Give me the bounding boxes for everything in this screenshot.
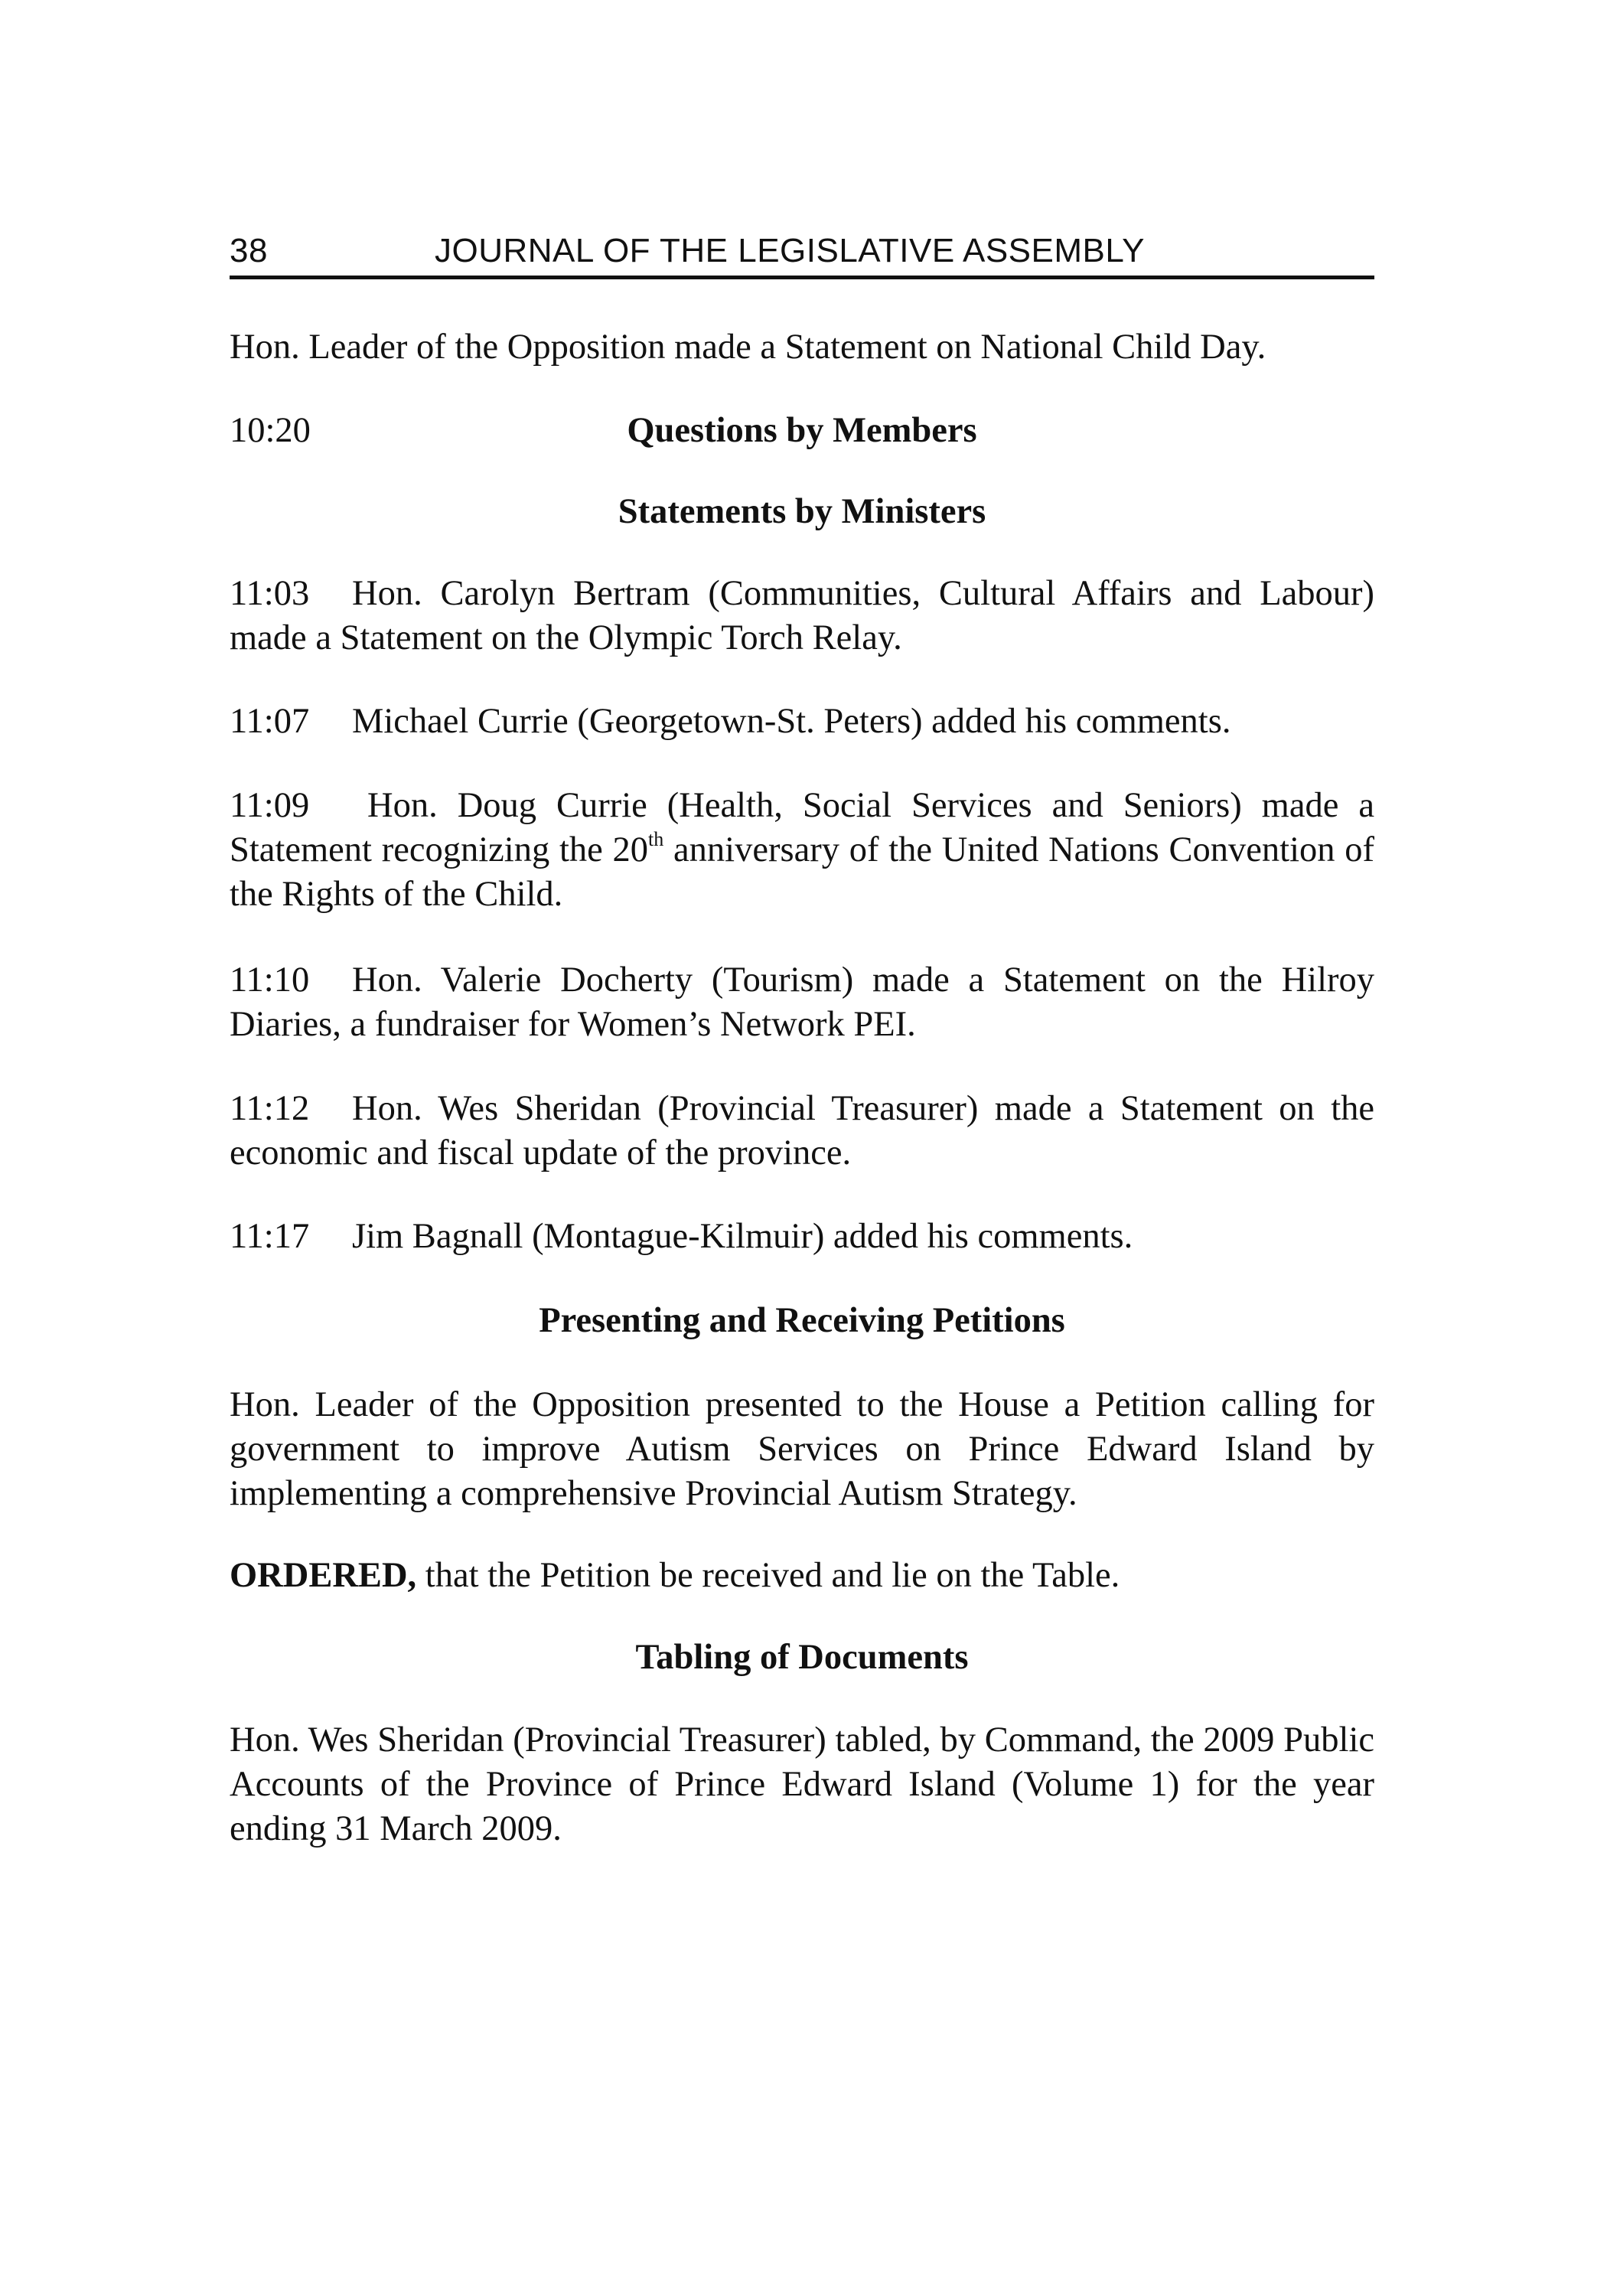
petitions-heading: Presenting and Receiving Petitions <box>539 1301 1065 1340</box>
petition-paragraph: Hon. Leader of the Opposition presented to the House a Petition calling for government to improve Autism Services on Prince Edward Island by implementing a comprehensive Provincial Autism Strategy. <box>230 1385 1374 1513</box>
ordered-paragraph <box>230 1554 1374 1598</box>
statement-time: 11:17 <box>230 1217 310 1256</box>
statement-item <box>230 1215 1374 1259</box>
page-header <box>230 228 1374 279</box>
running-head: JOURNAL OF THE LEGISLATIVE ASSEMBLY <box>435 232 1145 269</box>
tabling-heading: Tabling of Documents <box>635 1638 969 1677</box>
ordered-label: ORDERED, <box>230 1556 417 1595</box>
statement-time: 11:12 <box>230 1089 310 1128</box>
statement-item <box>230 700 1374 744</box>
statement-time: 11:07 <box>230 702 310 741</box>
page-number: 38 <box>230 232 268 269</box>
questions-time: 10:20 <box>230 411 311 450</box>
statement-text: Jim Bagnall (Montague-Kilmuir) added his comments. <box>352 1217 1133 1256</box>
statement-time: 11:03 <box>230 574 310 613</box>
statement-item <box>230 958 1374 1047</box>
questions-heading: Questions by Members <box>627 411 977 450</box>
intro-paragraph: Hon. Leader of the Opposition made a Statement on National Child Day. <box>230 328 1266 367</box>
statements-heading: Statements by Ministers <box>618 492 986 531</box>
statement-item <box>230 572 1374 660</box>
statement-text: Hon. Valerie Docherty (Tourism) made a Statement on the Hilroy Diaries, a fundraiser for Women’s Network PEI. <box>230 960 1374 1044</box>
statement-text: Hon. Carolyn Bertram (Communities, Cultural Affairs and Labour) made a Statement on the Olympic Torch Relay. <box>230 574 1374 657</box>
statement-item <box>230 1087 1374 1176</box>
statement-time: 11:10 <box>230 960 310 1000</box>
tabling-paragraph: Hon. Wes Sheridan (Provincial Treasurer) tabled, by Command, the 2009 Public Accounts of the Province of Prince Edward Island (Volume 1) for the year ending 31 March 2009. <box>230 1720 1374 1848</box>
statement-text-continued: anniversary of the United Nations Convention of the Rights of the Child. <box>230 830 1374 914</box>
ordered-text: that the Petition be received and lie on the Table. <box>416 1556 1120 1595</box>
ordinal-superscript: th <box>648 828 664 850</box>
statement-text: Michael Currie (Georgetown-St. Peters) added his comments. <box>352 702 1231 741</box>
statement-time: 11:09 <box>230 786 310 825</box>
statement-text: Hon. Doug Currie (Health, Social Services and Seniors) made a Statement recognizing the 20 <box>230 786 1374 869</box>
statement-item <box>230 784 1374 917</box>
statement-text: Hon. Wes Sheridan (Provincial Treasurer) made a Statement on the economic and fiscal update of the province. <box>230 1089 1374 1172</box>
